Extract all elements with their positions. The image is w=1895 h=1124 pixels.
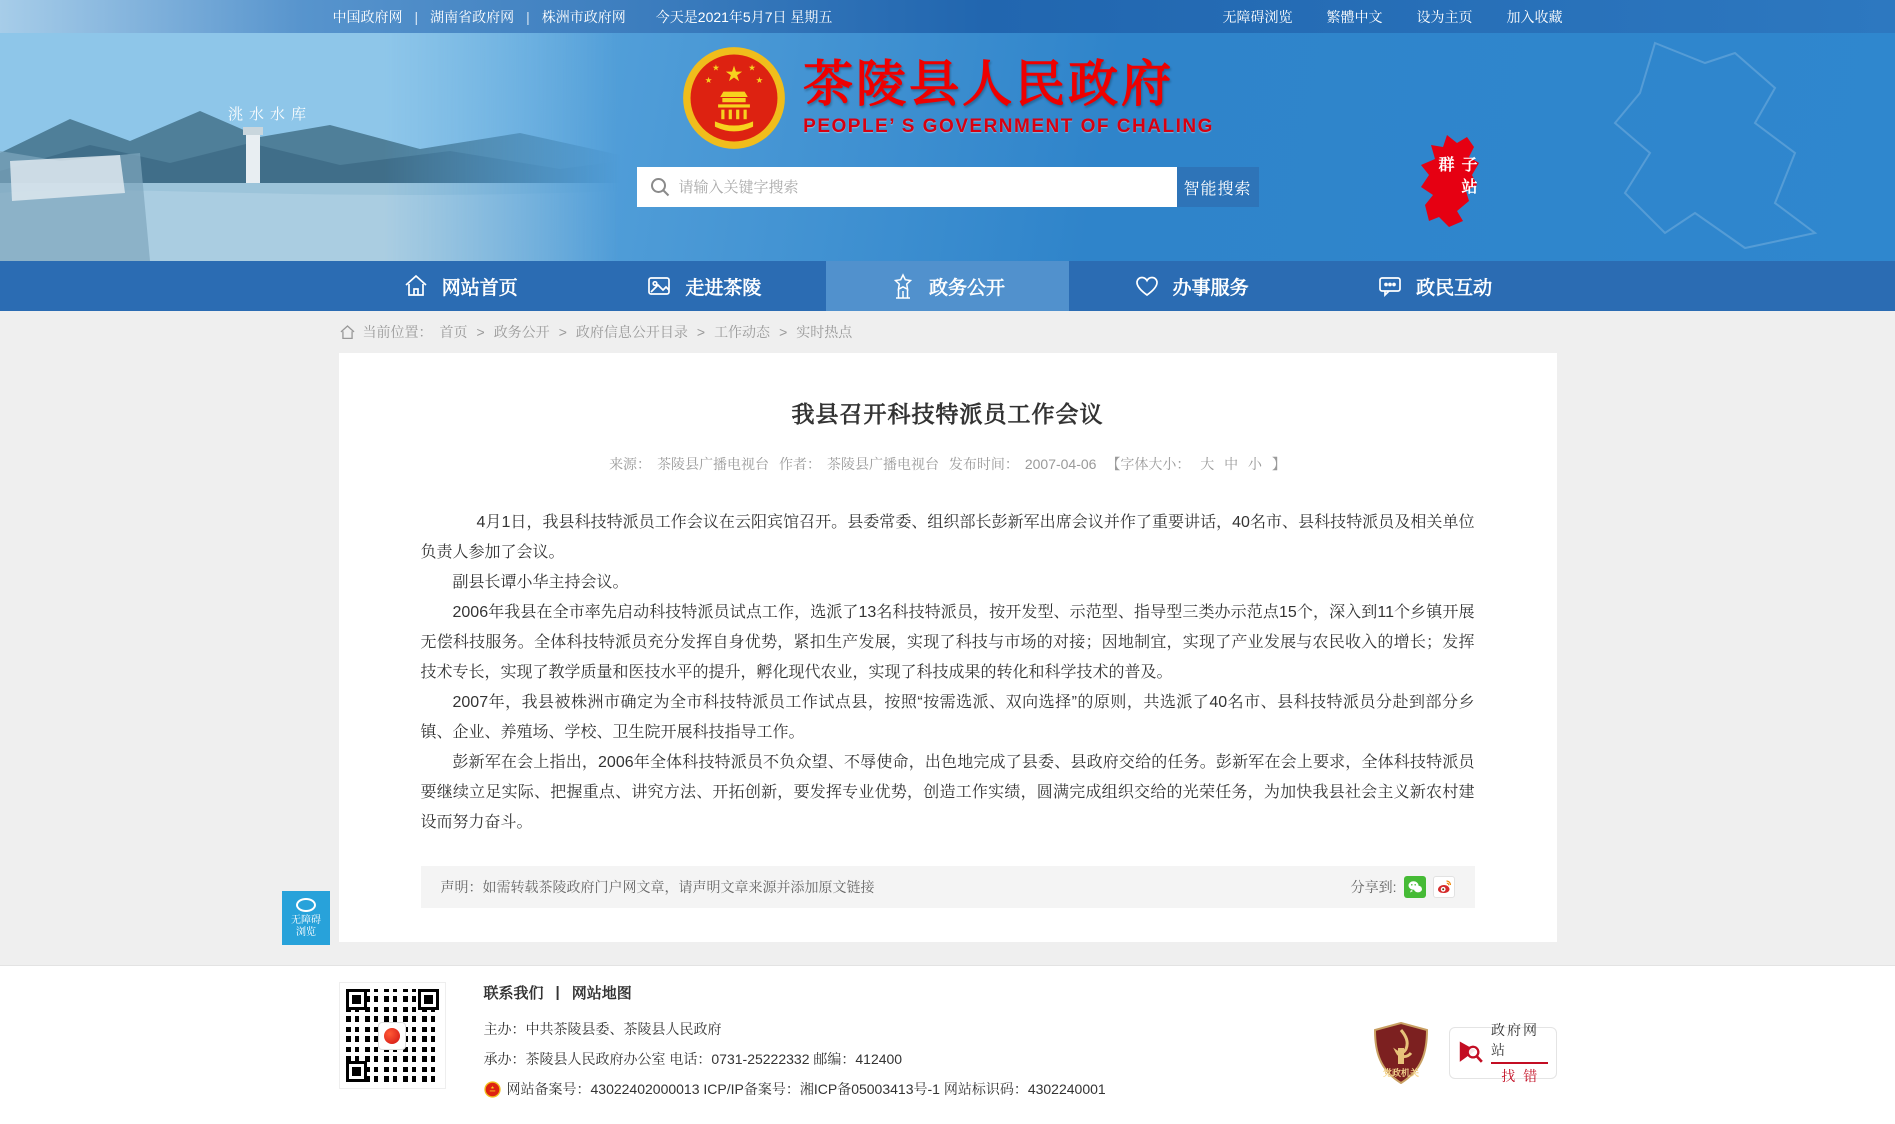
breadcrumb-separator: > — [696, 324, 706, 340]
topbar-link-hunan-gov[interactable]: 湖南省政府网 — [430, 8, 515, 25]
breadcrumb-home-icon — [339, 324, 356, 341]
site-subtitle: PEOPLE’ S GOVERNMENT OF CHALING — [803, 116, 1214, 138]
home-icon — [403, 273, 429, 299]
footer-sitemap-link[interactable]: 网站地图 — [571, 985, 632, 1002]
nav-item-interaction[interactable] — [1313, 261, 1557, 311]
nav-item-label: 网站首页 — [441, 277, 518, 299]
party-gov-badge[interactable] — [1373, 1022, 1429, 1084]
share-label: 分享到: — [1350, 879, 1397, 895]
topbar-separator: | — [526, 8, 530, 25]
accessibility-label-line2: 浏览 — [296, 926, 316, 938]
breadcrumb-label: 当前位置： — [362, 324, 433, 340]
badge-site-line2: 找错 — [1501, 1067, 1546, 1084]
site-error-report-badge[interactable] — [1449, 1021, 1557, 1084]
breadcrumb-item-work-news[interactable]: 工作动态 — [714, 324, 771, 340]
nav-item-label: 政务公开 — [928, 277, 1005, 299]
nav-item-label: 办事服务 — [1172, 277, 1249, 299]
topbar-link-traditional-chinese[interactable]: 繁體中文 — [1326, 8, 1383, 25]
font-size-label: 【字体大小： — [1106, 456, 1191, 472]
font-size-large-button[interactable]: 大 — [1200, 456, 1215, 472]
footer-organizer-text: 承办：茶陵县人民政府办公室 电话：0731-25222332 邮编：412400 — [483, 1051, 903, 1067]
svg-text:★: ★ — [704, 75, 713, 86]
nav-item-services[interactable] — [1069, 261, 1313, 311]
meta-source: 茶陵县广播电视台 — [657, 456, 770, 472]
article-paragraph: 2007年，我县被株洲市确定为全市科技特派员工作试点县，按照“按需选派、双向选择”的原则，共选派了40名市、县科技特派员分赴到部分乡镇、企业、养殖场、学校、卫生院开展科技指导工作。 — [420, 694, 1475, 741]
meta-source-label: 来源： — [609, 456, 652, 472]
main-nav — [0, 261, 1895, 311]
accessibility-float-button[interactable] — [282, 891, 330, 945]
font-size-small-button[interactable]: 小 — [1248, 456, 1263, 472]
declaration-text: 声明：如需转载茶陵政府门户网文章，请声明文章来源并添加原文链接 — [440, 879, 875, 895]
heart-icon — [1134, 273, 1160, 299]
declaration-bar — [421, 866, 1475, 908]
footer-organizer-line — [484, 1049, 1106, 1069]
svg-text:★: ★ — [724, 63, 744, 87]
smart-search-button[interactable]: 智能搜索 — [1177, 167, 1259, 207]
footer-record-line — [484, 1079, 1106, 1099]
breadcrumb-separator: > — [476, 324, 485, 340]
photo-caption: 洮水水库 — [228, 106, 313, 123]
topbar-link-zhuzhou-gov[interactable]: 株洲市政府网 — [541, 8, 626, 25]
svg-text:★: ★ — [712, 62, 720, 73]
weibo-icon[interactable] — [1433, 876, 1455, 898]
footer-host-line — [484, 1019, 1106, 1039]
font-size-medium-button[interactable]: 中 — [1224, 456, 1239, 472]
footer-host-text: 主办：中共茶陵县委、茶陵县人民政府 — [483, 1021, 722, 1037]
article-card — [339, 353, 1557, 942]
font-size-label-close: 】 — [1271, 456, 1286, 472]
search-input[interactable] — [637, 167, 1177, 207]
badge-site-line1: 政府网站 — [1491, 1020, 1548, 1064]
meta-time: 2007-04-06 — [1024, 456, 1097, 472]
record-emblem-icon — [484, 1081, 501, 1098]
topbar-link-china-gov[interactable]: 中国政府网 — [332, 8, 403, 25]
article-paragraph: 彭新军在会上指出，2006年全体科技特派员不负众望、不辱使命，出色地完成了县委、县政府交给的任务。彭新军在会上要求，全体科技特派员要继续立足实际、把握重点、讲究方法、开拓创新，要发挥专业优势，创造工作实绩，圆满完成组织交给的光荣任务，为加快我县社会主义新农村建设而努力奋斗。 — [420, 754, 1475, 831]
substation-label: 子站群 — [1436, 156, 1476, 201]
svg-text:★: ★ — [755, 75, 764, 86]
article-body — [421, 508, 1475, 838]
footer-links-divider: | — [555, 984, 560, 1001]
footer — [0, 965, 1895, 1124]
topbar-date: 今天是2021年5月7日 星期五 — [655, 8, 833, 25]
site-title: 茶陵县人民政府 — [803, 55, 1175, 112]
topbar-separator: | — [414, 8, 419, 25]
breadcrumb — [339, 311, 1557, 353]
search-bar — [637, 167, 1259, 207]
accessibility-label-line1: 无障碍 — [291, 914, 321, 926]
breadcrumb-separator: > — [558, 324, 567, 340]
meta-author-label: 作者： — [778, 456, 821, 472]
article-title: 我县召开科技特派员工作会议 — [791, 401, 1104, 427]
qr-center-logo — [378, 1022, 406, 1050]
topbar-link-set-homepage[interactable]: 设为主页 — [1416, 8, 1473, 25]
scenery-icon — [646, 273, 672, 299]
main-content-area — [0, 311, 1895, 965]
breadcrumb-item-gov-affairs[interactable]: 政务公开 — [493, 324, 550, 340]
site-brand — [637, 45, 1259, 151]
nav-item-gov-affairs[interactable] — [826, 261, 1070, 311]
national-emblem-icon — [681, 45, 787, 151]
gov-star-icon — [890, 273, 916, 299]
article-paragraph: 4月1日，我县科技特派员工作会议在云阳宾馆召开。县委常委、组织部长彭新军出席会议并作了重要讲话，40名市、县科技特派员及相关单位负责人参加了会议。 — [420, 514, 1475, 561]
footer-contact-link[interactable]: 联系我们 — [483, 985, 544, 1002]
nav-item-label: 政民互动 — [1416, 277, 1493, 299]
meta-author: 茶陵县广播电视台 — [826, 456, 939, 472]
article-meta — [421, 454, 1475, 474]
breadcrumb-item-info-catalog[interactable]: 政府信息公开目录 — [575, 324, 688, 340]
topbar-link-add-favorite[interactable]: 加入收藏 — [1506, 8, 1563, 25]
meta-time-label: 发布时间： — [948, 456, 1019, 472]
error-report-magnifier-icon — [1458, 1037, 1484, 1069]
footer-record-text: 网站备案号：43022402000013 ICP/IP备案号：湘ICP备05003413号-1 网站标识码：4302240001 — [506, 1081, 1106, 1097]
breadcrumb-separator: > — [779, 324, 788, 340]
reservoir-photo — [0, 33, 620, 261]
svg-text:★: ★ — [748, 62, 756, 73]
nav-item-home[interactable] — [339, 261, 583, 311]
svg-text:党政机关: 党政机关 — [1382, 1067, 1419, 1078]
chat-icon — [1377, 273, 1403, 299]
qr-code — [339, 982, 446, 1089]
article-paragraph: 2006年我县在全市率先启动科技特派员试点工作，选派了13名科技特派员，按开发型、示范型、指导型三类办示范点15个，深入到11个乡镇开展无偿科技服务。全体科技特派员充分发挥自身优势，紧扣生产发展，实现了科技与市场的对接；因地制宜，实现了产业发展与农民收入的增长；发挥技术专长，实现了教学质量和医技水平的提升，孵化现代农业，实现了科技成果的转化和科学技术的普及。 — [420, 604, 1475, 681]
accessibility-icon — [296, 898, 316, 912]
nav-item-label: 走进茶陵 — [685, 277, 762, 299]
nav-item-about-chaling[interactable] — [582, 261, 826, 311]
map-outline-decoration — [1595, 33, 1895, 261]
topbar — [0, 0, 1895, 33]
topbar-link-accessibility[interactable]: 无障碍浏览 — [1222, 8, 1293, 25]
header-banner — [0, 33, 1895, 261]
article-paragraph: 副县长谭小华主持会议。 — [452, 574, 629, 591]
svg-text:★: ★ — [490, 1084, 494, 1090]
substation-map-button[interactable] — [1417, 133, 1495, 229]
breadcrumb-item-home[interactable]: 首页 — [439, 324, 468, 340]
breadcrumb-item-hot-news[interactable]: 实时热点 — [796, 324, 853, 340]
search-icon — [649, 176, 671, 198]
wechat-icon[interactable] — [1404, 876, 1426, 898]
